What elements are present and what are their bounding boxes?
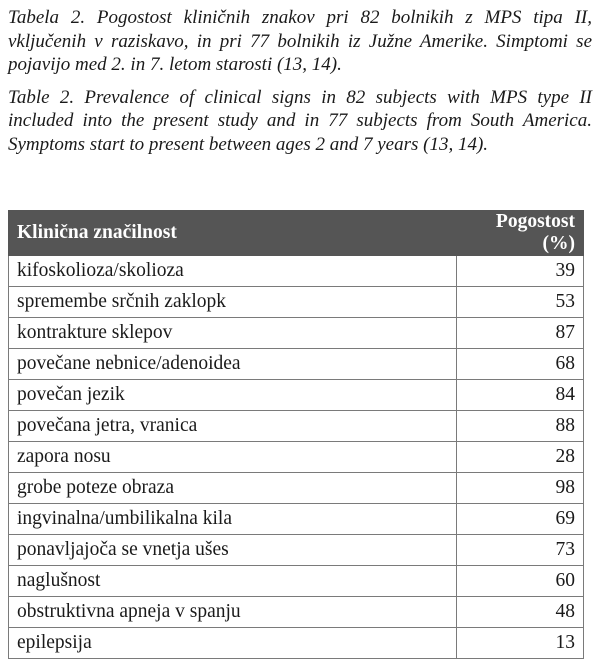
caption-english: Table 2. Prevalence of clinical signs in 82 subjects with MPS type II included into the present study and in 77 subjects from South America. Symptoms start to present between ages 2 and 7 years (13, 14). xyxy=(8,86,592,155)
frequency-cell: 87 xyxy=(457,318,584,349)
feature-cell: ponavljajoča se vnetja ušes xyxy=(9,535,457,566)
feature-cell: spremembe srčnih zaklopk xyxy=(9,287,457,318)
table-row xyxy=(9,411,584,442)
caption-slovenian: Tabela 2. Pogostost kliničnih znakov pri 82 bolnikih z MPS tipa II, vključenih v raziskavo, in pri 77 bolnikih iz Južne Amerike. Simptomi se pojavijo med 2. in 7. letom starosti (13, 14). xyxy=(8,7,592,75)
table-captions xyxy=(8,6,592,156)
frequency-cell: 39 xyxy=(457,256,584,287)
feature-cell: povečan jezik xyxy=(9,380,457,411)
frequency-cell: 28 xyxy=(457,442,584,473)
table-row xyxy=(9,256,584,287)
feature-cell: epilepsija xyxy=(9,628,457,659)
feature-cell: obstruktivna apneja v spanju xyxy=(9,597,457,628)
frequency-cell: 73 xyxy=(457,535,584,566)
table-row xyxy=(9,442,584,473)
table-row xyxy=(9,535,584,566)
frequency-cell: 48 xyxy=(457,597,584,628)
frequency-cell: 69 xyxy=(457,504,584,535)
header-feature: Klinična značilnost xyxy=(9,211,457,256)
table-row xyxy=(9,566,584,597)
header-frequency: Pogostost (%) xyxy=(457,211,584,256)
table-header-row xyxy=(9,211,584,256)
feature-cell: kifoskolioza/skolioza xyxy=(9,256,457,287)
table-row xyxy=(9,349,584,380)
table-row xyxy=(9,318,584,349)
frequency-cell: 60 xyxy=(457,566,584,597)
table-row xyxy=(9,473,584,504)
table-row xyxy=(9,504,584,535)
feature-cell: povečana jetra, vranica xyxy=(9,411,457,442)
frequency-cell: 68 xyxy=(457,349,584,380)
table-row xyxy=(9,597,584,628)
feature-cell: povečane nebnice/adenoidea xyxy=(9,349,457,380)
clinical-signs-table xyxy=(8,210,584,659)
frequency-cell: 88 xyxy=(457,411,584,442)
feature-cell: grobe poteze obraza xyxy=(9,473,457,504)
frequency-cell: 13 xyxy=(457,628,584,659)
table-row xyxy=(9,380,584,411)
frequency-cell: 98 xyxy=(457,473,584,504)
frequency-cell: 84 xyxy=(457,380,584,411)
feature-cell: zapora nosu xyxy=(9,442,457,473)
feature-cell: ingvinalna/umbilikalna kila xyxy=(9,504,457,535)
feature-cell: naglušnost xyxy=(9,566,457,597)
feature-cell: kontrakture sklepov xyxy=(9,318,457,349)
table-row xyxy=(9,628,584,659)
table-row xyxy=(9,287,584,318)
frequency-cell: 53 xyxy=(457,287,584,318)
